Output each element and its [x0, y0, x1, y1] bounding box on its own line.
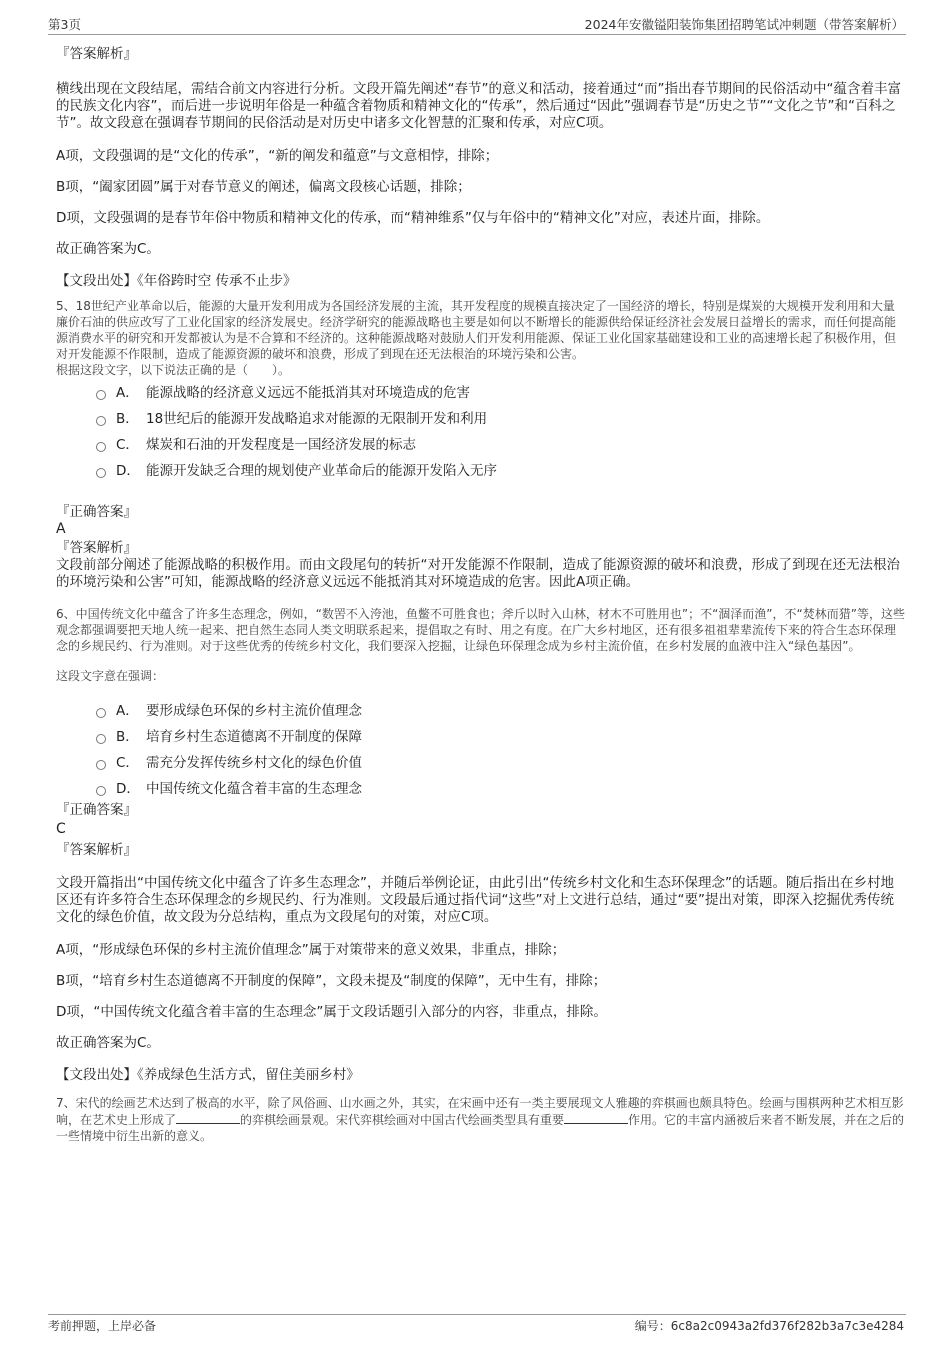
code-value: 6c8a2c0943a2fd376f282b3a7c3e4284: [670, 1319, 904, 1333]
option-text: 能源战略的经济意义远远不能抵消其对环境造成的危害: [146, 384, 470, 401]
q6-question: 这段文字意在强调：: [56, 669, 165, 683]
q4-analysis-d: D项，文段强调的是春节年俗中物质和精神文化的传承，而“精神维系”仅与年俗中的“精神文化”对应，表述片面，排除。: [56, 210, 770, 226]
q6-options: [96, 698, 906, 802]
q6-analysis-label: 『答案解析』: [56, 842, 137, 858]
q6-option-b[interactable]: [96, 724, 906, 750]
page-header: [48, 14, 906, 35]
radio-icon[interactable]: [96, 468, 106, 478]
code-label: 编号：: [634, 1319, 671, 1333]
q6-analysis-d: D项，“中国传统文化蕴含着丰富的生态理念”属于文段话题引入部分的内容，非重点，排除。: [56, 1004, 607, 1020]
q4-analysis-p1: 横线出现在文段结尾，需结合前文内容进行分析。文段开篇先阐述“春节”的意义和活动，接着通过“而”指出春节期间的民俗活动中“蕴含着丰富的民族文化内容”，而后进一步说明年俗是一种蕴含着物质和精神文化的“传承”，然后通过“因此”强调春节是“历史之节”“文化之节”和“百科之节”。故文段意在强调春节期间的民俗活动是对历史中诸多文化智慧的汇聚和传承，对应C项。: [56, 81, 901, 131]
q6-conclusion: 故正确答案为C。: [56, 1035, 160, 1051]
radio-icon[interactable]: [96, 708, 106, 718]
q5-analysis-label: 『答案解析』: [56, 540, 137, 556]
q5-options: [96, 380, 906, 484]
radio-icon[interactable]: [96, 442, 106, 452]
q4-analysis-label: 『答案解析』: [56, 46, 137, 62]
page-content: [56, 40, 906, 1144]
q6-option-c[interactable]: [96, 750, 906, 776]
q5-stem: 5、18世纪产业革命以后，能源的大量开发利用成为各国经济发展的主流，其开发程度的规模直接决定了一国经济的增长，特别是煤炭的大规模开发利用和大量廉价石油的供应改写了工业化国家的经济发展史。经济学研究的能源战略也主要是如何以不断增长的能源供给保证经济社会发展日益增长的需求，而任何提高能源消费水平的研究和开发都被认为是不合算和不经济的。这种能源战略对鼓励人们开发利用能源、保证工业化国家基础建设和工业的高速增长起了积极作用，但对开发能源不作限制，造成了能源资源的破坏和浪费，形成了到现在还无法根治的环境污染和公害。: [56, 299, 897, 361]
document-code: [635, 1317, 904, 1334]
q5-answer: A: [56, 521, 66, 537]
answer-blank[interactable]: [564, 1111, 628, 1124]
q5-option-c[interactable]: [96, 432, 906, 458]
option-letter: B．: [116, 728, 139, 745]
option-text: 18世纪后的能源开发战略追求对能源的无限制开发和利用: [146, 410, 488, 427]
option-letter: D．: [116, 780, 140, 797]
q4-analysis-b: B项，“阖家团圆”属于对春节意义的阐述，偏离文段核心话题，排除；: [56, 179, 471, 195]
q6-answer-label: 『正确答案』: [56, 802, 137, 818]
radio-icon[interactable]: [96, 786, 106, 796]
q7-stem-part2: 的弈棋绘画景观。宋代弈棋绘画对中国古代绘画类型具有重要: [240, 1113, 565, 1127]
q6-option-a[interactable]: [96, 698, 906, 724]
q4-conclusion: 故正确答案为C。: [56, 241, 160, 257]
radio-icon[interactable]: [96, 734, 106, 744]
q5-option-a[interactable]: [96, 380, 906, 406]
radio-icon[interactable]: [96, 416, 106, 426]
radio-icon[interactable]: [96, 390, 106, 400]
q6-stem: 6、中国传统文化中蕴含了许多生态理念，例如，“数罟不入洿池，鱼鳖不可胜食也；斧斤以时入山林，材木不可胜用也”；不“涸泽而渔”，不“焚林而猎”等，这些观念都强调要把天地人统一起来、把自然生态同人类文明联系起来，提倡取之有时、用之有度。在广大乡村地区，还有很多祖祖辈辈流传下来的符合生态环保理念的乡规民约、行为准则。对于这些优秀的传统乡村文化，我们要深入挖掘，让绿色环保理念成为乡村主流价值，在乡村发展的血液中注入“绿色基因”。: [56, 607, 905, 653]
q7-stem-part3: 作用。它的丰富内涵被后来者不断发展，并在之后的一些情境中衍生出新的意义。: [56, 1113, 905, 1143]
option-text: 中国传统文化蕴含着丰富的生态理念: [146, 780, 362, 797]
q6-analysis-a: A项，“形成绿色环保的乡村主流价值理念”属于对策带来的意义效果，非重点，排除；: [56, 942, 566, 958]
option-text: 培育乡村生态道德离不开制度的保障: [146, 728, 362, 745]
option-letter: B．: [116, 410, 139, 427]
q5-option-d[interactable]: [96, 458, 906, 484]
option-text: 需充分发挥传统乡村文化的绿色价值: [146, 754, 362, 771]
q5-question: 根据这段文字，以下说法正确的是（ ）。: [56, 363, 291, 377]
q7-stem: [56, 1095, 906, 1144]
option-letter: A．: [116, 384, 139, 401]
q5-answer-label: 『正确答案』: [56, 504, 137, 520]
option-text: 煤炭和石油的开发程度是一国经济发展的标志: [146, 436, 416, 453]
footer-slogan: 考前押题，上岸必备: [48, 1319, 157, 1333]
q6-source: 【文段出处】《养成绿色生活方式，留住美丽乡村》: [56, 1067, 360, 1083]
radio-icon[interactable]: [96, 760, 106, 770]
option-letter: A．: [116, 702, 139, 719]
q5-analysis: 文段前部分阐述了能源战略的积极作用。而由文段尾句的转折“对开发能源不作限制，造成了能源资源的破坏和浪费，形成了到现在还无法根治的环境污染和公害”可知，能源战略的经济意义远远不能抵消其对环境造成的危害。因此A项正确。: [56, 557, 900, 590]
q6-answer: C: [56, 821, 66, 837]
option-text: 要形成绿色环保的乡村主流价值理念: [146, 702, 362, 719]
q5-option-b[interactable]: [96, 406, 906, 432]
option-letter: D．: [116, 462, 140, 479]
q6-analysis-b: B项，“培育乡村生态道德离不开制度的保障”，文段未提及“制度的保障”，无中生有，排除；: [56, 973, 607, 989]
page-number: 第3页: [48, 17, 81, 32]
answer-blank[interactable]: [176, 1111, 240, 1124]
page-footer: [48, 1314, 906, 1335]
q7-stem-part1: 7、宋代的绘画艺术达到了极高的水平，除了风俗画、山水画之外，其实，在宋画中还有一类主要展现文人雅趣的弈棋画也颇具特色。绘画与围棋两种艺术相互影响，在艺术史上形成了: [56, 1096, 904, 1127]
q4-analysis-a: A项，文段强调的是“文化的传承”，“新的阐发和蕴意”与文意相悖，排除；: [56, 148, 499, 164]
option-letter: C．: [116, 436, 139, 453]
q6-analysis-p1: 文段开篇指出“中国传统文化中蕴含了许多生态理念”，并随后举例论证，由此引出“传统乡村文化和生态环保理念”的话题。随后指出在乡村地区还有许多符合生态环保理念的乡规民约、行为准则。文段最后通过指代词“这些”对上文进行总结，通过“要”提出对策，即深入挖掘优秀传统文化的绿色价值，故文段为分总结构，重点为文段尾句的对策，对应C项。: [56, 875, 894, 925]
q6-option-d[interactable]: [96, 776, 906, 802]
option-letter: C．: [116, 754, 139, 771]
document-title: 2024年安徽镒阳装饰集团招聘笔试冲刺题（带答案解析）: [584, 17, 904, 32]
q4-source: 【文段出处】《年俗跨时空 传承不止步》: [56, 273, 297, 289]
option-text: 能源开发缺乏合理的规划使产业革命后的能源开发陷入无序: [146, 462, 497, 479]
